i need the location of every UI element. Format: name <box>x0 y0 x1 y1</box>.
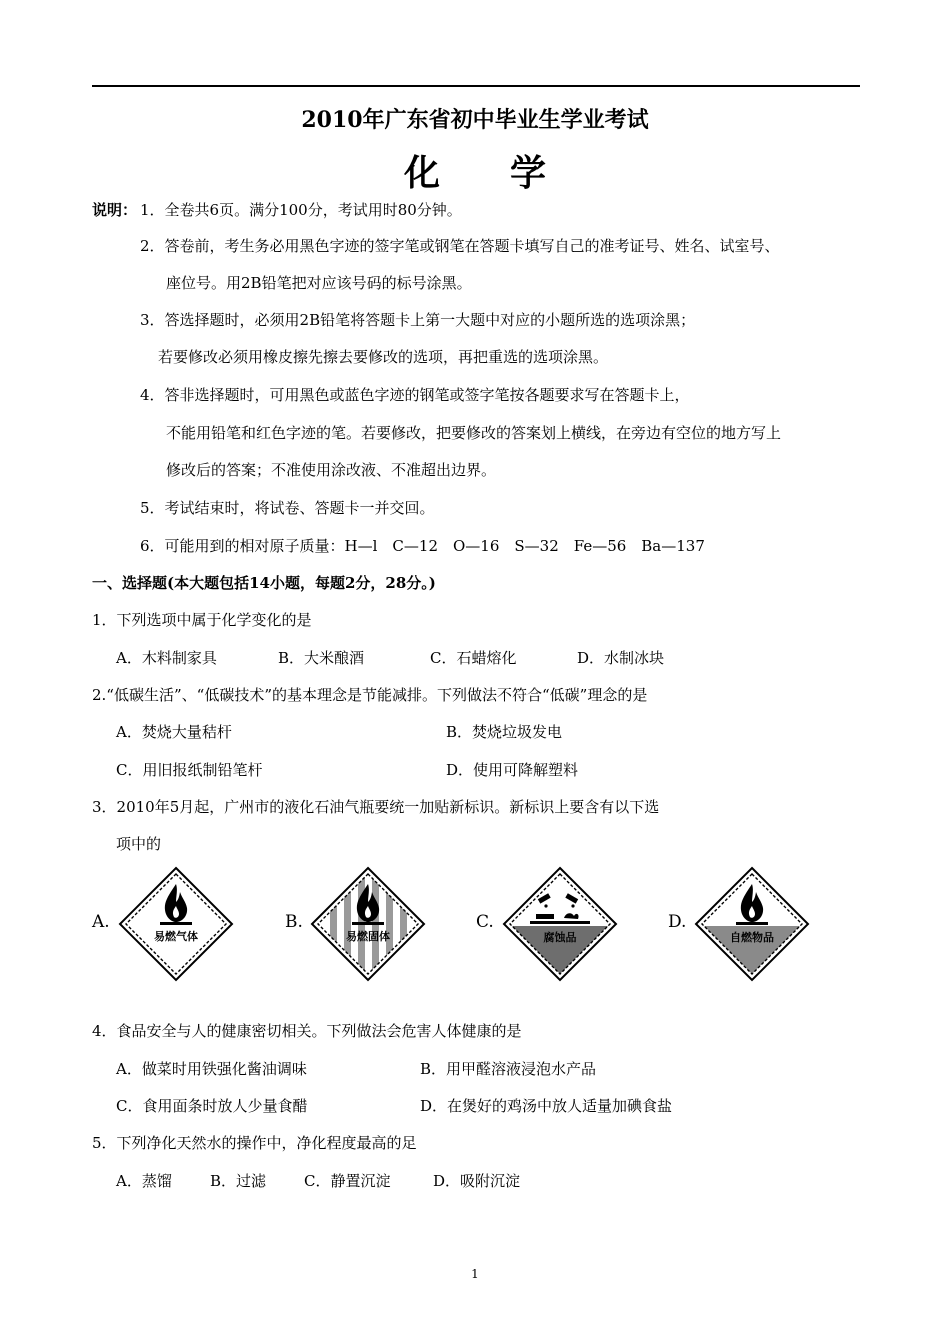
q1-option-b: B．大米酿酒 <box>278 649 365 667</box>
q4-option-a: A．做菜时用铁强化酱油调味 <box>116 1060 307 1078</box>
instruction-5: 5．考试结束时，将试卷、答题卡一并交回。 <box>140 499 435 517</box>
q3-sign-d <box>694 866 810 982</box>
q3-sign-b <box>310 866 426 982</box>
instruction-4-cont2: 修改后的答案；不准使用涂改液、不准超出边界。 <box>166 461 497 479</box>
instruction-2-cont: 座位号。用2B铅笔把对应该号码的标号涂黑。 <box>166 274 472 292</box>
exam-title: 2010年广东省初中毕业生学业考试 <box>301 107 649 133</box>
q5-option-d: D．吸附沉淀 <box>433 1172 521 1190</box>
q1-option-a: A．木料制家具 <box>116 649 217 667</box>
instruction-6: 6．可能用到的相对原子质量：H—l C—12 O—16 S—32 Fe—56 Ba—137 <box>140 537 705 555</box>
instruction-3-cont: 若要修改必须用橡皮擦先擦去要修改的选项，再把重选的选项涂黑。 <box>158 348 609 366</box>
q3-sign-b-letter: B. <box>285 912 303 932</box>
q5-option-a: A．蒸馏 <box>116 1172 172 1190</box>
subject-title <box>0 145 950 196</box>
q3-sign-a-letter: A. <box>92 912 110 932</box>
top-rule <box>92 85 860 87</box>
instruction-2: 2．答卷前，考生务必用黑色字迹的签字笔或钢笔在答题卡填写自己的准考证号、姓名、试室号、 <box>140 237 780 255</box>
q3-stem-line1: 3．2010年5月起，广州市的液化石油气瓶要统一加贴新标识。新标识上要含有以下选 <box>92 798 660 816</box>
q5-option-c: C．静置沉淀 <box>304 1172 391 1190</box>
q5-option-b: B．过滤 <box>210 1172 267 1190</box>
q3-sign-c <box>502 866 618 982</box>
section-title: 一、选择题(本大题包括14小题，每题2分，28分。) <box>92 574 436 592</box>
q3-sign-a-label: 易燃气体 <box>154 930 198 943</box>
q3-sign-a <box>118 866 234 982</box>
q3-sign-c-label: 腐蚀品 <box>543 931 577 944</box>
q3-sign-b-label: 易燃固体 <box>346 930 390 943</box>
q1-option-c: C．石蜡熔化 <box>430 649 517 667</box>
q2-option-b: B．焚烧垃圾发电 <box>446 723 563 741</box>
q4-stem: 4．食品安全与人的健康密切相关。下列做法会危害人体健康的是 <box>92 1022 522 1040</box>
q2-stem: 2.“低碳生活”、“低碳技术”的基本理念是节能减排。下列做法不符合“低碳”理念的是 <box>92 686 648 704</box>
q2-option-d: D．使用可降解塑料 <box>446 761 579 779</box>
q3-sign-d-letter: D. <box>668 912 687 932</box>
instruction-4: 4．答非选择题时，可用黑色或蓝色字迹的钢笔或签字笔按各题要求写在答题卡上， <box>140 386 690 404</box>
q5-stem: 5．下列净化天然水的操作中，净化程度最高的足 <box>92 1134 417 1152</box>
q3-sign-c-letter: C. <box>476 912 494 932</box>
q2-option-c: C．用旧报纸制铅笔杆 <box>116 761 263 779</box>
subject-char-2: 学 <box>510 152 547 194</box>
instruction-3: 3．答选择题时，必须用2B铅笔将答题卡上第一大题中对应的小题所选的选项涂黑； <box>140 311 696 329</box>
q3-sign-d-label: 自燃物品 <box>730 931 774 944</box>
q4-option-c: C．食用面条时放人少量食醋 <box>116 1097 308 1115</box>
page-number: 1 <box>471 1267 479 1281</box>
instructions-label: 说明： <box>92 201 138 219</box>
instruction-1: 1．全卷共6页。满分100分，考试用时80分钟。 <box>140 201 462 219</box>
q2-option-a: A．焚烧大量秸杆 <box>116 723 232 741</box>
q4-option-b: B．用甲醛溶液浸泡水产品 <box>420 1060 597 1078</box>
instruction-4-cont: 不能用铅笔和红色字迹的笔。若要修改，把要修改的答案划上横线，在旁边有空位的地方写上 <box>166 424 782 442</box>
q1-option-d: D．水制冰块 <box>577 649 665 667</box>
q1-stem: 1．下列选项中属于化学变化的是 <box>92 611 312 629</box>
subject-char-1: 化 <box>403 152 440 194</box>
q3-stem-line2: 项中的 <box>116 835 162 853</box>
q4-option-d: D．在煲好的鸡汤中放人适量加碘食盐 <box>420 1097 673 1115</box>
